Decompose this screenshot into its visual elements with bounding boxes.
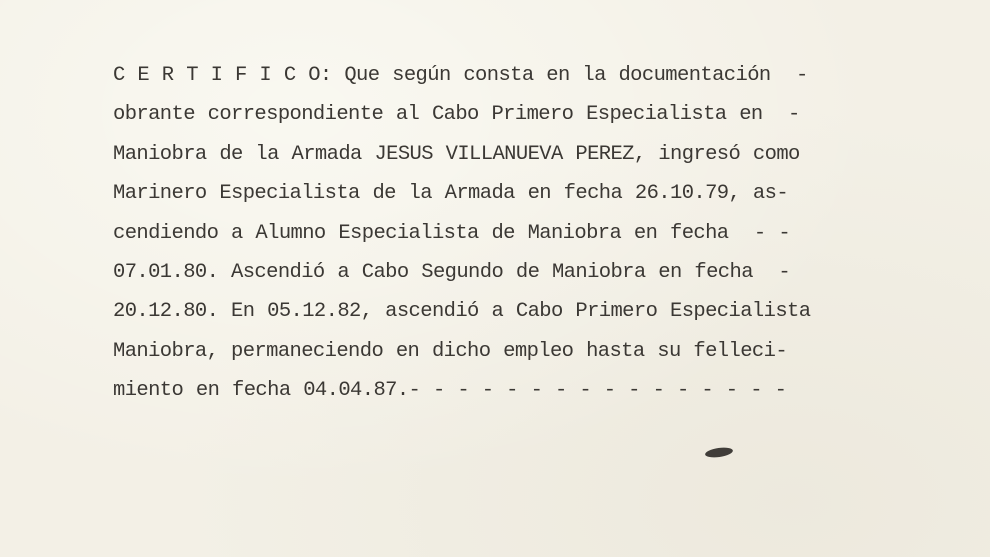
- text-line-5: cendiendo a Alumno Especialista de Maniobra en fecha - -: [113, 221, 791, 245]
- text-line-3: Maniobra de la Armada JESUS VILLANUEVA PEREZ, ingresó como: [113, 142, 800, 166]
- text-line-9: miento en fecha 04.04.87.- - - - - - - - - - - - - - - -: [113, 379, 787, 403]
- text-line-1: C E R T I F I C O: Que según consta en la documentación -: [113, 64, 808, 87]
- text-line-7: 20.12.80. En 05.12.82, ascendió a Cabo Primero Especialista: [113, 300, 811, 324]
- text-line-6: 07.01.80. Ascendió a Cabo Segundo de Maniobra en fecha -: [113, 260, 791, 284]
- text-line-8: Maniobra, permaneciendo en dicho empleo hasta su felleci-: [113, 339, 788, 363]
- text-line-4: Marinero Especialista de la Armada en fecha 26.10.79, as-: [113, 182, 789, 206]
- certificate-text: [113, 56, 913, 411]
- text-line-2: obrante correspondiente al Cabo Primero Especialista en -: [113, 103, 800, 127]
- ink-mark: [705, 446, 734, 459]
